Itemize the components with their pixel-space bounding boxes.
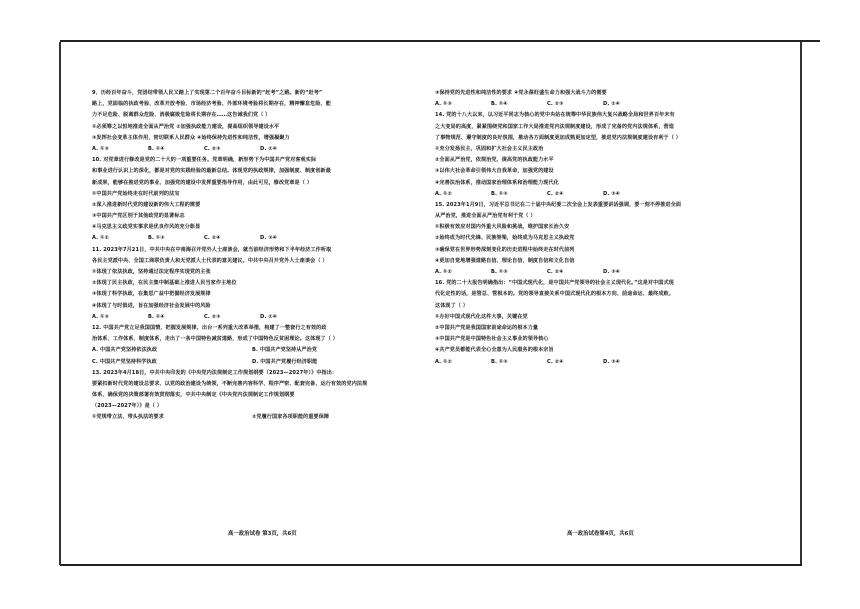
page-footer-right: 高一政治试卷第4页，共6页 — [567, 531, 634, 537]
text-line: 16. 党的二十大报告明确指出：“中国式现代化，是中国共产党领导的社会主义现代化。”这是对中国式现 — [435, 280, 674, 287]
text-line: （2023—2027年）》是（ ） — [92, 403, 163, 410]
answer-options — [435, 267, 770, 278]
answer-option: C. ②③ — [204, 313, 221, 320]
text-line: 要紧扣新时代党的建设总要求、以党的政治建设为统领，不断完善内容科学、程序严密、配套完备、运行有效的党内法规 — [92, 380, 368, 387]
text-line: ②体现了民主执政，在民主集中制基础上推进人民当家作主地位 — [92, 280, 237, 287]
text-line: 各民主党派中央、全国工商联负责人和无党派人士代表的意见建议。中共中央召开党外人士座谈会（ ） — [92, 257, 328, 264]
answer-option: A. ①② — [435, 190, 452, 197]
answer-option: D. ③④ — [603, 358, 621, 365]
text-line: ④更加自觉地增强道路自信、理论自信、制度自信和文化自信 — [435, 257, 575, 264]
text-line: ①必须筹之以恒地推进全面从严治党 ②加强执政能力建设，提高组织领导建设水平 — [92, 123, 280, 130]
answer-options — [92, 144, 422, 155]
text-line: 之大变局的高度，紧紧围绕党和国家工作大局推进党内法规制度建设，形成了完备的党内法规体系，营造 — [435, 123, 674, 130]
text-line: ①充分发扬民主，巩固和扩大社会主义民主政治 — [435, 145, 544, 152]
text-line: ①积极有效应对国内外重大风险和挑战，维护国家长治久安 — [435, 224, 570, 231]
right-page-column — [435, 88, 770, 368]
answer-option: C. ②④ — [204, 235, 221, 242]
text-line: 力不足危险、脱离群众危险、消极腐败危险将长期存在……这告诫我们党（ ） — [92, 112, 271, 119]
answer-option: C. ②③ — [547, 101, 564, 108]
answer-option: D. 中国共产党履行经济职能 — [252, 358, 318, 365]
page-border-top — [60, 40, 820, 42]
answer-option: A. ①② — [435, 269, 452, 275]
answer-option: D. ②④ — [260, 313, 278, 320]
text-line: ②深入推进新时代党的建设新的伟大工程的需要 — [92, 201, 201, 208]
text-line: 14. 党的十八大以来，以习近平同志为核心的党中央站在统筹中华民族伟大复兴战略全局和世界百年未有 — [435, 112, 675, 119]
page-border-bottom — [60, 564, 802, 566]
text-line: ③发挥社会变革主体作用，密切联系人民群众 ④始终保持先进性和纯洁性，增强凝聚力 — [92, 134, 290, 141]
text-line: 体系，确保党的决策部署有效贯彻落实，中共中央制定《中央党内法规制定工作规划纲要 — [92, 392, 295, 399]
answer-option: C. ②④ — [547, 190, 564, 197]
answer-options — [92, 345, 422, 356]
text-line: ③以伟大社会革命引领伟大自我革命，加强党的建设 — [435, 168, 554, 175]
text-line: ④马克思主义政党实事求是优良作风的充分彰显 — [92, 224, 201, 231]
answer-options — [435, 189, 770, 200]
answer-option: A. ①③ — [92, 145, 109, 152]
text-line: 和事业进行认识上的深化，都是对党的实践经验的最新总结。体现党的执政规律，加强制度、制度创新最 — [92, 168, 331, 175]
answer-option: C. ②③ — [204, 145, 221, 152]
text-line: ④共产党员都能代表全心全意为人民服务的根本宗旨 — [435, 347, 554, 354]
answer-option: A. ①③ — [92, 313, 109, 320]
answer-option: A. ①② — [92, 235, 109, 242]
text-line: ②中国共产党是我国国家前途命运的根本力量 — [435, 324, 539, 331]
text-line: 了事物规范、遵守制度的良好氛围，推动各方面制度更加成熟更加定型，推进党内法规制度建设有利于（ ） — [435, 134, 681, 141]
text-line: 11. 2023年7月21日，中共中央在中南海召开党外人士座谈会，就当前经济形势和下半年经济工作听取 — [92, 246, 332, 253]
answer-options — [92, 233, 422, 244]
text-line: 15. 2023年1月9日，习近平总书记在二十届中央纪委二次全会上发表重要讲话强调，要一刻不停推进全面 — [435, 201, 682, 208]
answer-options — [435, 99, 770, 110]
answer-options — [92, 312, 422, 323]
text-line: ①体现了依法执政，坚持通过法定程序实现党的主张 — [92, 269, 211, 275]
text-line: 从严治党，推进全面从严治党有利于党（ ） — [435, 213, 536, 220]
answer-option: C. 中国共产党坚持科学执政 — [92, 358, 157, 365]
answer-option: B. ①④ — [491, 101, 508, 108]
text-line: 9、历经百年奋斗，党团结带领人民又踏上了实现第二个百年奋斗目标新的“赶考”之路。新的“赶考” — [92, 90, 323, 96]
page-border-left — [59, 42, 61, 565]
text-line: 新成果，能够在推进党的事业、加强党的建设中发挥重要指导作用，由此可见，修改党章是（ ） — [92, 179, 313, 186]
answer-option: D. ③④ — [603, 269, 621, 275]
answer-option: B. 中国共产党坚持从严治党 — [252, 347, 318, 354]
text-line: ②全面从严治党，依规治党，提高党的执政能力水平 — [435, 157, 554, 164]
text-line: ③中国共产党是中国特色社会主义事业的领导核心 — [435, 336, 549, 343]
answer-option: D. ③④ — [260, 235, 278, 242]
answer-option: B. ①④ — [148, 313, 165, 320]
text-line: 路上，党面临的执政考验、改革开放考验、市场经济考验、外部环境考验将长期存在，精神懈怠危险、能 — [92, 101, 331, 108]
text-line: 这体现了（ ） — [435, 302, 469, 309]
text-line: 代化定性的话，是管总、管根本的。党的领导直接关系中国式现代化的根本方向、前途命运、最终成败。 — [435, 291, 674, 298]
text-line: ③保持党的先进性和纯洁性的要求 ④党永葆旺盛生命力和强大战斗力的需要 — [435, 90, 607, 96]
answer-options — [435, 357, 770, 368]
answer-options — [92, 357, 422, 368]
answer-options — [92, 412, 422, 423]
text-line: ①办好中国式现代化这件大事，关键在党 — [435, 313, 528, 320]
answer-option: C. ②④ — [547, 269, 564, 275]
answer-option: A. ①② — [435, 358, 452, 365]
left-page-column — [92, 88, 422, 424]
answer-option: A. ①③ — [435, 101, 452, 108]
answer-option: ①党规带立法、带头执法的要求 — [92, 414, 164, 421]
text-line: 10. 对党章进行修改是党的二十大的一项重要任务。党章明确，新形势下为中国共产党对客观实际 — [92, 157, 317, 164]
text-line: 13. 2023年4月18日，中共中央印发的《中央党内法规制定工作规划纲要（2023—2027年）》中指出： — [92, 369, 338, 376]
answer-option: D. ③④ — [603, 190, 621, 197]
text-line: ④体现了与时俱进，旨在加强经济社会发展中的风险 — [92, 302, 211, 309]
answer-option: ②党履行国家各项职能的重要保障 — [252, 414, 330, 421]
answer-option: B. ①③ — [491, 358, 508, 365]
answer-option: B. ①③ — [148, 235, 165, 242]
text-line: 12. 中国共产党立足我国国情，把握发展规律，出台一系列重大改革举措，构建了一整套行之有效的政 — [92, 324, 327, 331]
answer-option: D. ②④ — [603, 101, 621, 108]
text-line: ④完善法治体系，推动国家治理体系和治理能力现代化 — [435, 179, 559, 186]
answer-option: A. 中国共产党坚持依法执政 — [92, 347, 158, 354]
text-line: ②始终成为时代先锋、民族脊梁，始终成为马克思主义执政党 — [435, 235, 575, 242]
text-line: ③体现了科学执政，在集思广益中把握经济发展规律 — [92, 291, 211, 298]
text-line: ③中国共产党区别于其他政党的显著标志 — [92, 213, 185, 220]
answer-option: D. ②④ — [260, 145, 278, 152]
text-line: 治体系、工作体系、制度体系，走出了一条中国特色减贫道路，形成了中国特色反贫困理论。这体现了（ ） — [92, 336, 338, 343]
page-border-right — [800, 42, 802, 565]
text-line: ①中国共产党始终走在时代前列的法宝 — [92, 190, 180, 197]
page-footer-left: 高一政治试卷 第3页，共6页 — [228, 531, 297, 537]
answer-option: C. ②④ — [547, 358, 564, 365]
answer-option: B. ①③ — [491, 269, 508, 275]
answer-option: B. ①④ — [148, 145, 165, 152]
text-line: ③确保党在世界形势深刻变化的历史进程中始终走在时代前列 — [435, 246, 575, 253]
answer-option: B. ①③ — [491, 190, 508, 197]
